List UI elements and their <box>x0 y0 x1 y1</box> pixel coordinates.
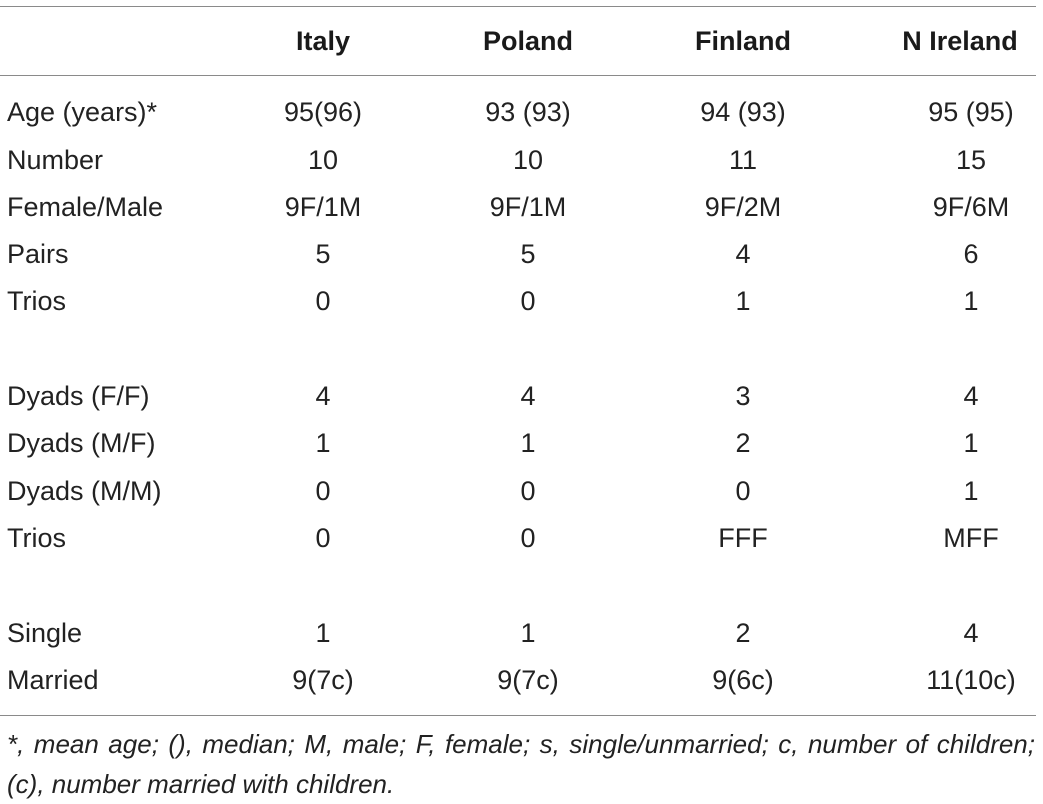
cell-poland: 1 <box>520 618 536 648</box>
row-label: Age (years)* <box>7 97 158 127</box>
row-label: Pairs <box>7 239 69 269</box>
table-row <box>0 471 1036 511</box>
cell-n-ireland: 6 <box>963 239 979 269</box>
header-cell-poland: Poland <box>482 26 573 56</box>
cell-italy: 4 <box>315 381 331 411</box>
cell-italy: 10 <box>307 145 339 175</box>
header-cell-n-ireland: N Ireland <box>902 26 1018 56</box>
cell-poland: 4 <box>520 381 536 411</box>
cell-poland: 0 <box>520 476 536 506</box>
table-row <box>0 660 1036 700</box>
table-row <box>0 518 1036 558</box>
cell-finland: 9(6c) <box>712 665 774 695</box>
cell-finland: 0 <box>735 476 751 506</box>
row-label: Female/Male <box>7 192 164 222</box>
table-row <box>0 423 1036 463</box>
row-label: Married <box>7 665 99 695</box>
table-row <box>0 92 1036 132</box>
cell-italy: 9F/1M <box>284 192 362 222</box>
cell-italy: 1 <box>315 428 331 458</box>
row-label: Single <box>7 618 83 648</box>
cell-italy: 5 <box>315 239 331 269</box>
row-label: Number <box>7 145 104 175</box>
cell-n-ireland: MFF <box>943 523 999 553</box>
table-top-rule <box>0 6 1036 7</box>
cell-italy: 0 <box>315 286 331 316</box>
cell-n-ireland: 9F/6M <box>932 192 1010 222</box>
table-bottom-rule <box>0 715 1036 716</box>
cell-n-ireland: 15 <box>955 145 987 175</box>
cell-n-ireland: 1 <box>963 286 979 316</box>
table-row <box>0 187 1036 227</box>
row-label: Dyads (F/F) <box>7 381 150 411</box>
cell-italy: 1 <box>315 618 331 648</box>
row-label: Trios <box>7 523 66 553</box>
cell-poland: 5 <box>520 239 536 269</box>
header-cell-italy: Italy <box>295 26 351 56</box>
cell-finland: 4 <box>735 239 751 269</box>
cell-poland: 9(7c) <box>497 665 559 695</box>
table-row <box>0 140 1036 180</box>
cell-finland: FFF <box>718 523 768 553</box>
table-footnote: *, mean age; (), median; M, male; F, female; s, single/unmarried; c, number of children; (c), number married with children. <box>7 729 1035 799</box>
cell-italy: 95(96) <box>283 97 363 127</box>
table-header-rule <box>0 75 1036 76</box>
cell-n-ireland: 1 <box>963 428 979 458</box>
cell-n-ireland: 11(10c) <box>926 665 1016 695</box>
cell-n-ireland: 95 (95) <box>928 97 1014 127</box>
cell-finland: 94 (93) <box>700 97 786 127</box>
cell-poland: 10 <box>512 145 544 175</box>
cell-poland: 9F/1M <box>489 192 567 222</box>
table-row <box>0 234 1036 274</box>
table-header-row <box>0 21 1036 61</box>
cell-finland: 2 <box>735 428 751 458</box>
cell-finland: 11 <box>728 145 758 175</box>
cell-finland: 1 <box>735 286 751 316</box>
cell-poland: 0 <box>520 523 536 553</box>
table-row <box>0 613 1036 653</box>
cell-finland: 9F/2M <box>704 192 782 222</box>
row-label: Trios <box>7 286 66 316</box>
cell-finland: 2 <box>735 618 751 648</box>
cell-poland: 1 <box>520 428 536 458</box>
cell-italy: 0 <box>315 523 331 553</box>
table-row <box>0 281 1036 321</box>
header-cell-finland: Finland <box>695 26 791 56</box>
cell-poland: 93 (93) <box>485 97 571 127</box>
table-row <box>0 376 1036 416</box>
cell-italy: 0 <box>315 476 331 506</box>
cell-n-ireland: 4 <box>963 381 979 411</box>
row-label: Dyads (M/M) <box>7 476 162 506</box>
cell-n-ireland: 4 <box>963 618 979 648</box>
cell-poland: 0 <box>520 286 536 316</box>
cell-finland: 3 <box>735 381 751 411</box>
row-label: Dyads (M/F) <box>7 428 156 458</box>
cell-n-ireland: 1 <box>963 476 979 506</box>
cell-italy: 9(7c) <box>292 665 354 695</box>
